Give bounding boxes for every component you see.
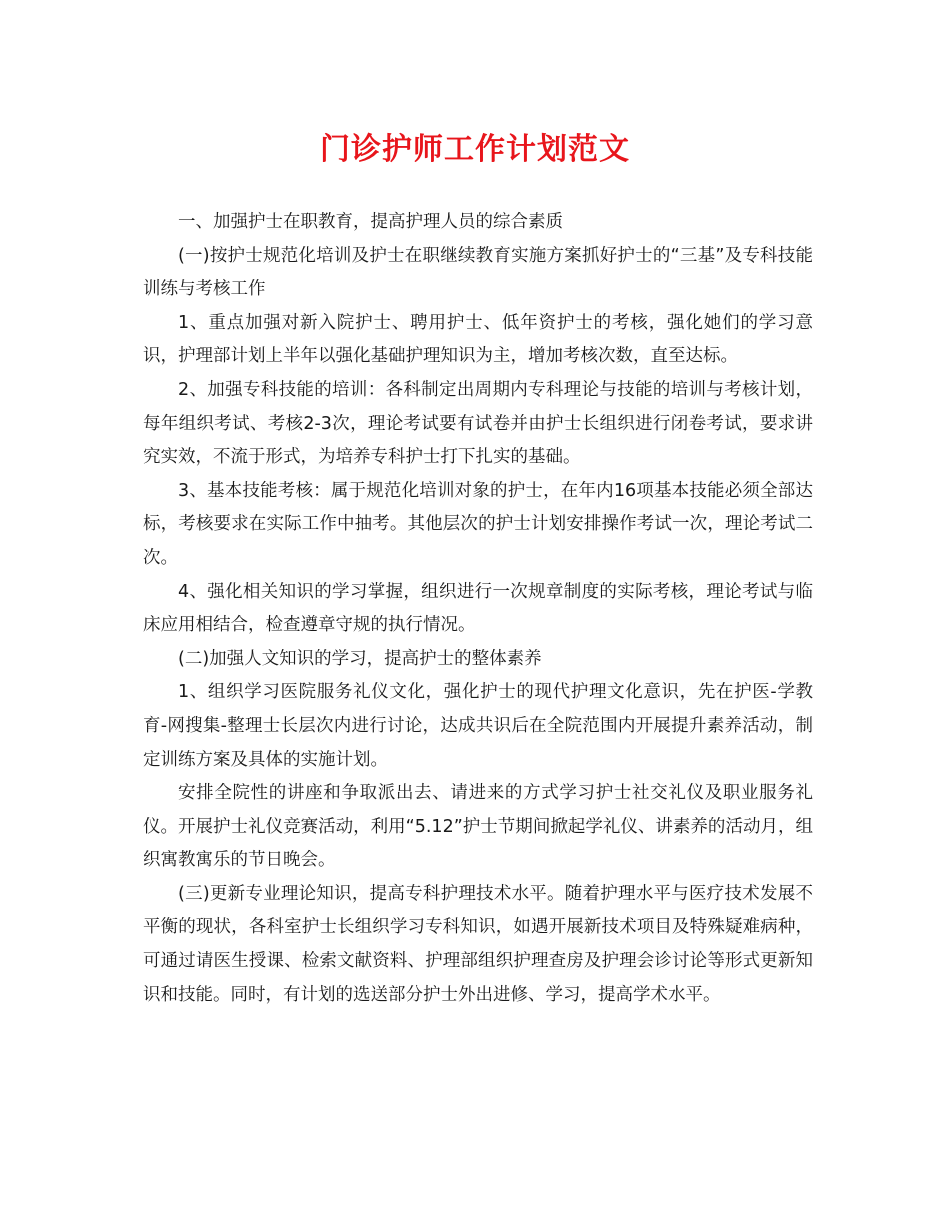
paragraph: 一、加强护士在职教育，提高护理人员的综合素质 <box>178 212 563 232</box>
paragraph: 4、强化相关知识的学习掌握，组织进行一次规章制度的实际考核，理论考试与临床应用相结合，检查遵章守规的执行情况。 <box>143 581 813 636</box>
paragraph: 2、加强专科技能的培训：各科制定出周期内专科理论与技能的培训与考核计划，每年组织考试、考核2-3次，理论考试要有试卷并由护士长组织进行闭卷考试，要求讲究实效，不流于形式，为培养专科护士打下扎实的基础。 <box>143 379 813 468</box>
paragraph: (二)加强人文知识的学习，提高护士的整体素养 <box>178 648 542 669</box>
paragraph: 1、组织学习医院服务礼仪文化，强化护士的现代护理文化意识，先在护医-学教育-网搜集-整理士长层次内进行讨论，达成共识后在全院范围内开展提升素养活动，制定训练方案及具体的实施计划。 <box>143 682 813 770</box>
paragraph: 1、重点加强对新入院护士、聘用护士、低年资护士的考核，强化她们的学习意识，护理部计划上半年以强化基础护理知识为主，增加考核次数，直至达标。 <box>143 312 813 367</box>
paragraph: 安排全院性的讲座和争取派出去、请进来的方式学习护士社交礼仪及职业服务礼仪。开展护士礼仪竞赛活动，利用“5.12”护士节期间掀起学礼仪、讲素养的活动月，组织寓教寓乐的节日晚会。 <box>143 783 813 871</box>
paragraph: (三)更新专业理论知识，提高专科护理技术水平。随着护理水平与医疗技术发展不平衡的现状，各科室护士长组织学习专科知识，如遇开展新技术项目及特殊疑难病种，可通过请医生授课、检索文献资料、护理部组织护理查房及护理会诊讨论等形式更新知识和技能。同时，有计划的选送部分护士外出进修、学习，提高学术水平。 <box>143 883 813 1005</box>
paragraph: (一)按护士规范化培训及护士在职继续教育实施方案抓好护士的“三基”及专科技能训练与考核工作 <box>143 245 813 300</box>
document-body <box>143 206 813 1012</box>
paragraph: 3、基本技能考核：属于规范化培训对象的护士，在年内16项基本技能必须全部达标，考核要求在实际工作中抽考。其他层次的护士计划安排操作考试一次，理论考试二次。 <box>143 480 813 568</box>
document-title: 门诊护师工作计划范文 <box>320 132 630 167</box>
